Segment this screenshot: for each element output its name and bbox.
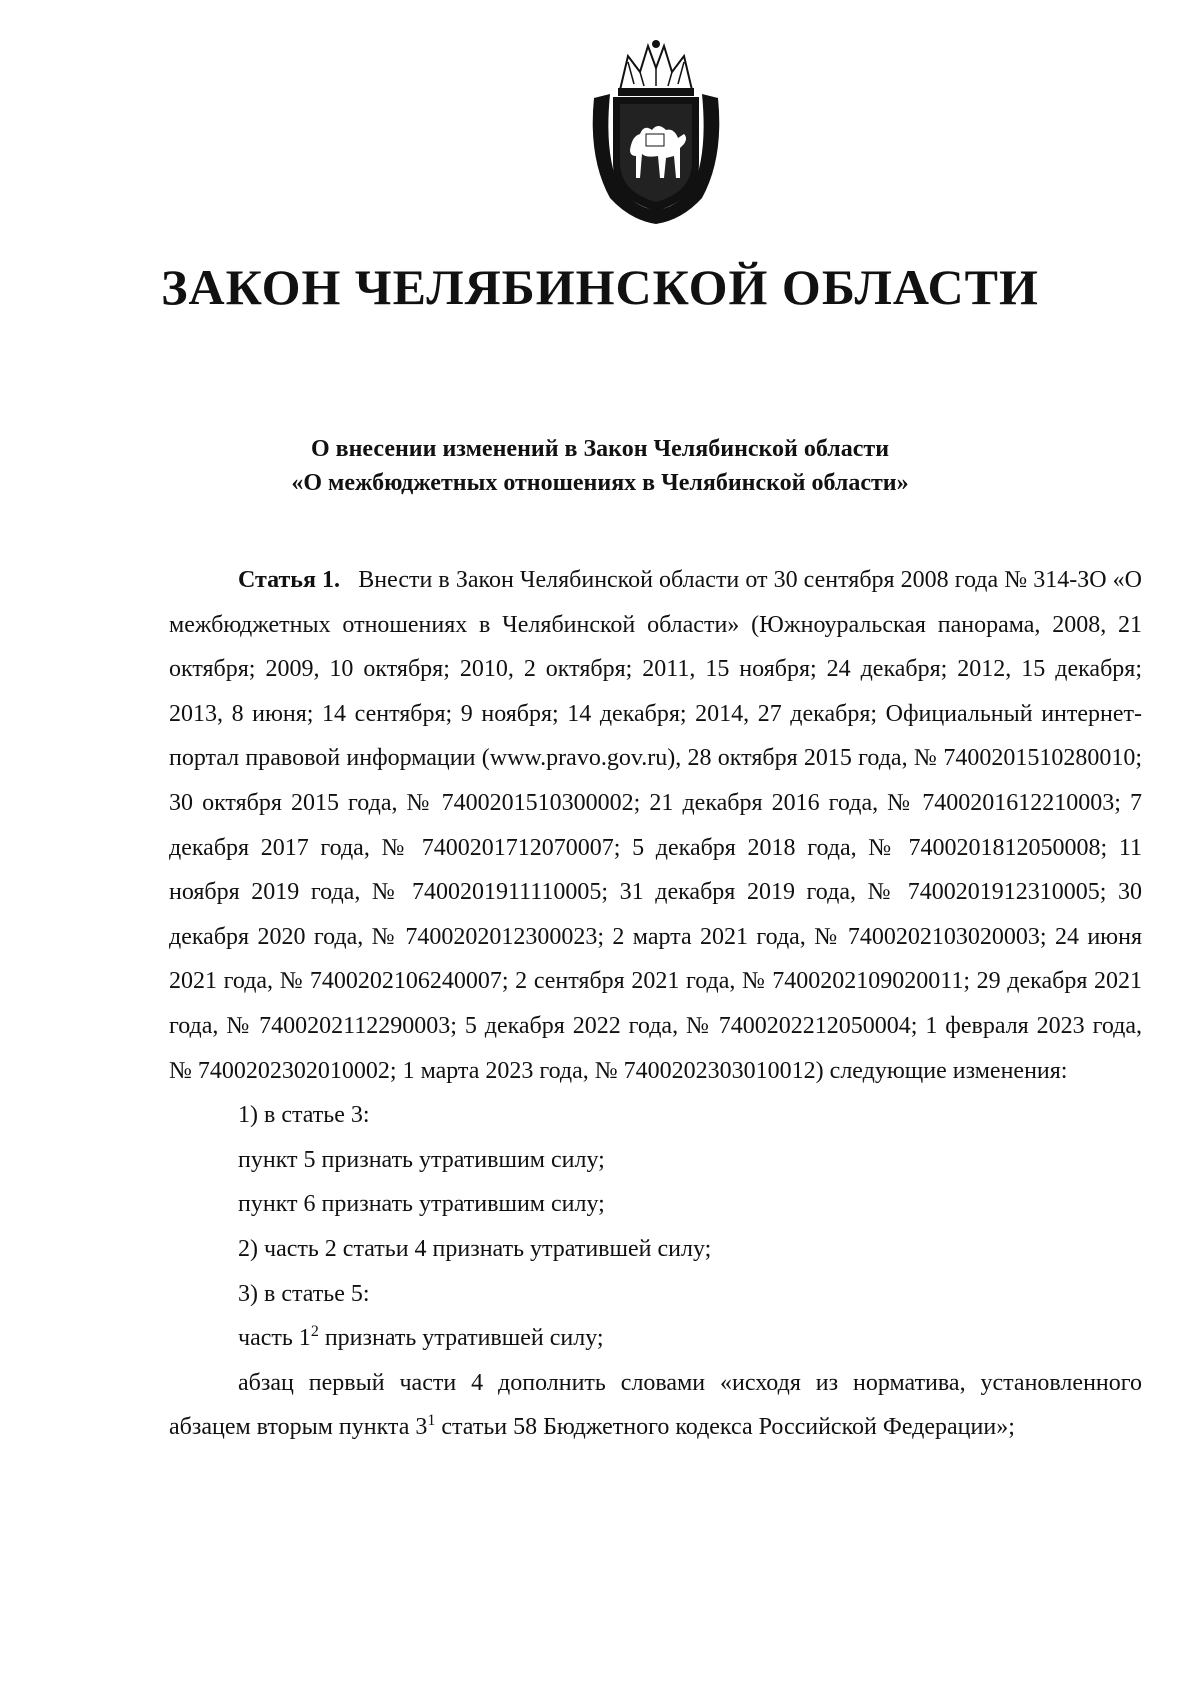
list-item: 1) в статье 3:	[238, 1102, 370, 1129]
subtitle-line-1: О внесении изменений в Закон Челябинской области	[310, 436, 890, 462]
list-item: часть $1^2$ признать утратившей силу;	[238, 1323, 604, 1352]
article-intro-text: Внести в Закон Челябинской области от 30 сентября 2008 года № 314-ЗО «О межбюджетных отношениях в Челябинской области» (Южноуральская панорама, 2008, 21 октября; 2009, 10 октября; 2010, 2 октября; 2011, 15 ноября; 24 декабря; 2012, 15 декабря; 2013, 8 июня; 14 сентября; 9 ноября; 14 декабря; 2014, 27 декабря; Официальный интернет-портал правовой информации (www.pravo.gov.ru), 28 октября 2015 года, № 7400201510280010; 30 октября 2015 года, № 7400201510300002; 21 декабря 2016 года, № 7400201612210003; 7 декабря 2017 года, № 7400201712070007; 5 декабря 2018 года, № 7400201812050008; 11 ноября 2019 года, № 7400201911110005; 31 декабря 2019 года, № 7400201912310005; 30 декабря 2020 года, № 7400202012300023; 2 марта 2021 года, № 7400202103020003; 24 июня 2021 года, № 7400202106240007; 2 сентября 2021 года, № 7400202109020011; 29 декабря 2021 года, № 7400202112290003; 5 декабря 2022 года, № 7400202212050004; 1 февраля 2023 года, № 7400202302010002; 1 марта 2023 года, № 7400202303010012) следующие изменения:	[169, 567, 1143, 1084]
law-subtitle	[0, 432, 1200, 500]
article-body	[169, 558, 1142, 1450]
list-item: 2) часть 2 статьи 4 признать утратившей силу;	[238, 1235, 712, 1262]
list-item: пункт 6 признать утратившим силу;	[238, 1191, 605, 1218]
amendment-paragraph: абзац первый части 4 дополнить словами «исходя из норматива, установленного абзацем вторым пункта $3^1$ статьи 58 Бюджетного кодекса Российской Федерации»;	[169, 1369, 1142, 1441]
list-item: 3) в статье 5:	[238, 1280, 370, 1307]
list-item: пункт 5 признать утратившим силу;	[238, 1146, 605, 1173]
article-label: Статья 1.	[238, 567, 341, 593]
law-title: ЗАКОН ЧЕЛЯБИНСКОЙ ОБЛАСТИ	[161, 259, 1039, 315]
coat-of-arms-icon	[580, 38, 732, 226]
article-intro-paragraph	[169, 558, 1142, 1093]
subtitle-line-2: «О межбюджетных отношениях в Челябинской области»	[291, 470, 909, 496]
